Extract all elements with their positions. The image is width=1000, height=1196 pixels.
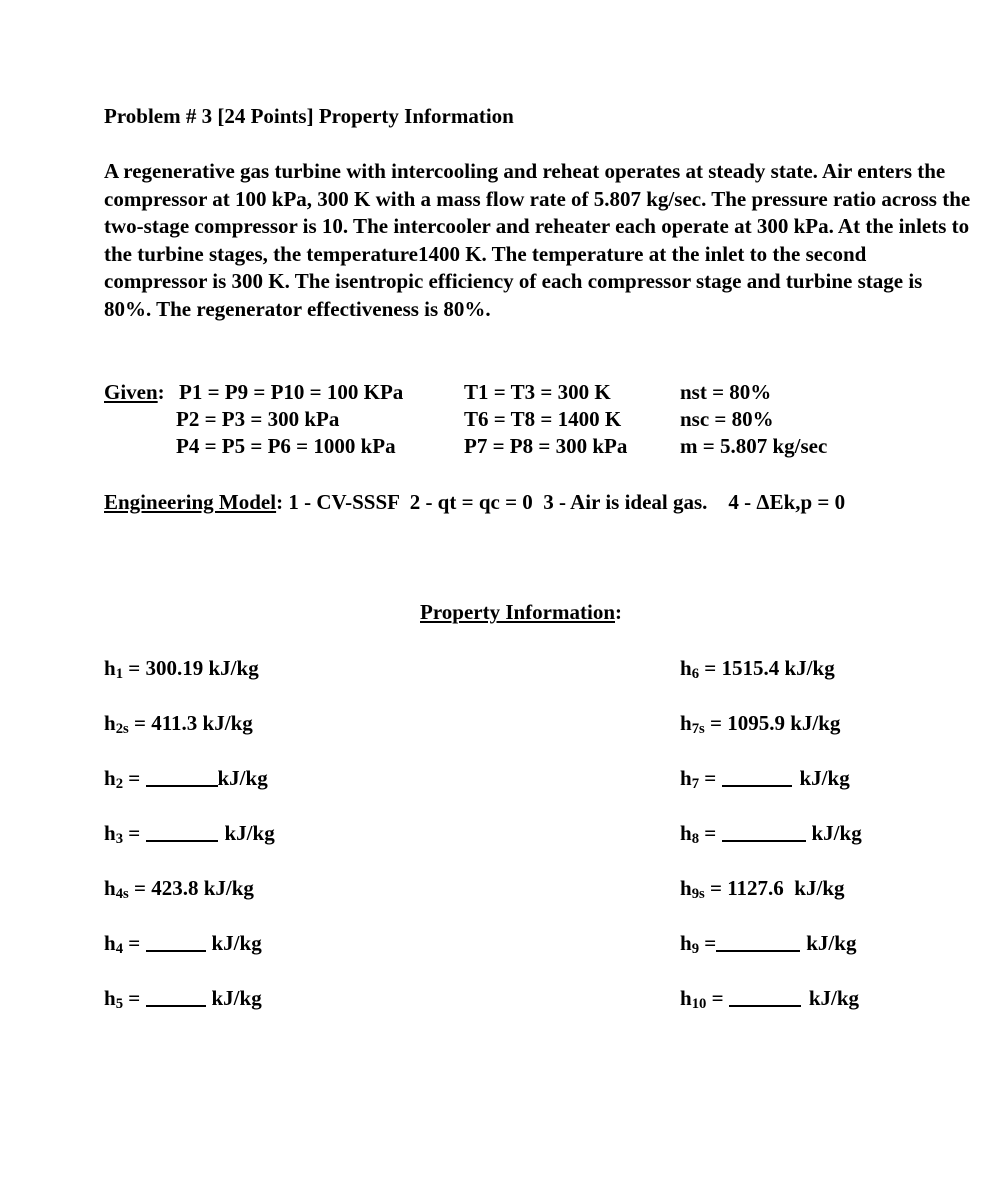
enthalpy-value: 411.3 kJ/kg (151, 711, 253, 735)
enthalpy-subscript: 9 (691, 940, 700, 957)
enthalpy-subscript: 9s (691, 885, 705, 902)
enthalpy-subscript: 8 (691, 830, 700, 847)
property-heading-line (420, 600, 622, 625)
answer-blank[interactable] (729, 987, 801, 1007)
answer-blank[interactable] (146, 822, 218, 842)
enthalpy-symbol: h (104, 821, 116, 845)
left-prop-h1 (104, 656, 259, 683)
enthalpy-value: 1127.6 kJ/kg (727, 876, 845, 900)
engineering-model-label: Engineering Model (104, 490, 277, 514)
left-prop-h5 (104, 986, 262, 1013)
enthalpy-symbol: h (104, 711, 116, 735)
enthalpy-value: 300.19 kJ/kg (145, 656, 259, 680)
right-prop-h9 (680, 931, 856, 958)
enthalpy-symbol: h (104, 656, 116, 680)
left-prop-h2s (104, 711, 253, 738)
property-heading-colon: : (615, 600, 622, 624)
given-label-line (104, 380, 165, 405)
right-prop-h7s (680, 711, 840, 738)
enthalpy-subscript: 6 (691, 665, 700, 682)
enthalpy-value: 423.8 kJ/kg (151, 876, 254, 900)
equals-sign: = (123, 766, 146, 790)
equals-sign: = (699, 931, 717, 955)
given-nst: nst = 80% (680, 380, 772, 404)
enthalpy-symbol: h (680, 876, 692, 900)
enthalpy-symbol: h (680, 821, 692, 845)
left-prop-h4 (104, 931, 262, 958)
equals-sign: = (704, 876, 728, 900)
left-prop-h2 (104, 766, 268, 793)
equals-sign: = (699, 656, 722, 680)
answer-blank[interactable] (716, 932, 800, 952)
enthalpy-value: 1515.4 kJ/kg (721, 656, 835, 680)
equals-sign: = (699, 766, 722, 790)
engineering-model-colon: : (276, 490, 284, 514)
equals-sign: = (123, 931, 146, 955)
enthalpy-symbol: h (104, 876, 116, 900)
enthalpy-unit: kJ/kg (799, 766, 850, 790)
left-prop-h3 (104, 821, 275, 848)
equals-sign: = (128, 711, 152, 735)
enthalpy-symbol: h (680, 766, 692, 790)
equals-sign: = (128, 876, 152, 900)
equals-sign: = (123, 821, 146, 845)
enthalpy-subscript: 2 (115, 775, 124, 792)
given-m: m = 5.807 kg/sec (680, 434, 828, 458)
answer-blank[interactable] (146, 987, 206, 1007)
given-t1: T1 = T3 = 300 K (464, 380, 611, 404)
enthalpy-unit: kJ/kg (211, 931, 262, 955)
enthalpy-symbol: h (104, 986, 116, 1010)
enthalpy-value: 1095.9 kJ/kg (727, 711, 841, 735)
enthalpy-subscript: 4 (115, 940, 124, 957)
enthalpy-symbol: h (680, 986, 692, 1010)
enthalpy-subscript: 1 (115, 665, 124, 682)
equals-sign: = (699, 821, 722, 845)
right-prop-h6 (680, 656, 835, 683)
right-prop-h10 (680, 986, 859, 1013)
enthalpy-unit: kJ/kg (217, 766, 268, 790)
given-p2: P2 = P3 = 300 kPa (176, 407, 340, 431)
answer-blank[interactable] (722, 767, 792, 787)
enthalpy-unit: kJ/kg (224, 821, 275, 845)
given-colon: : (157, 380, 165, 404)
engineering-model-text: 1 - CV-SSSF 2 - qt = qc = 0 3 - Air is ideal gas. 4 - ΔEk,p = 0 (288, 490, 846, 514)
enthalpy-symbol: h (680, 931, 692, 955)
enthalpy-subscript: 10 (691, 995, 707, 1012)
given-label: Given (104, 380, 158, 404)
equals-sign: = (123, 986, 146, 1010)
given-t6: T6 = T8 = 1400 K (464, 407, 622, 431)
property-heading: Property Information (420, 600, 615, 624)
right-prop-h9s (680, 876, 845, 903)
enthalpy-subscript: 3 (115, 830, 124, 847)
enthalpy-unit: kJ/kg (806, 931, 857, 955)
enthalpy-subscript: 2s (115, 720, 129, 737)
problem-statement: A regenerative gas turbine with intercooling and reheat operates at steady state. Air enters the compressor at 100 kPa, 300 K with a mass flow rate of 5.807 kg/sec. The pressure ratio across the two-stage compressor is 10. The intercooler and reheater each operate at 300 kPa. At the inlets to the turbine stages, the temperature1400 K. The temperature at the inlet to the second compressor is 300 K. The isentropic efficiency of each compressor stage and turbine stage is 80%. The regenerator effectiveness is 80%. (104, 159, 971, 321)
enthalpy-unit: kJ/kg (811, 821, 862, 845)
equals-sign: = (123, 656, 146, 680)
enthalpy-subscript: 7 (691, 775, 700, 792)
enthalpy-unit: kJ/kg (808, 986, 860, 1010)
equals-sign: = (704, 711, 728, 735)
problem-title: Problem # 3 [24 Points] Property Information (104, 104, 514, 128)
engineering-model-line (104, 490, 845, 515)
right-prop-h7 (680, 766, 850, 793)
answer-blank[interactable] (146, 932, 206, 952)
given-p4: P4 = P5 = P6 = 1000 kPa (176, 434, 396, 458)
answer-blank[interactable] (722, 822, 806, 842)
given-p1: P1 = P9 = P10 = 100 KPa (179, 380, 404, 404)
enthalpy-symbol: h (104, 766, 116, 790)
given-nsc: nsc = 80% (680, 407, 774, 431)
enthalpy-symbol: h (680, 711, 692, 735)
right-prop-h8 (680, 821, 862, 848)
enthalpy-symbol: h (680, 656, 692, 680)
enthalpy-subscript: 7s (691, 720, 705, 737)
enthalpy-symbol: h (104, 931, 116, 955)
enthalpy-subscript: 4s (115, 885, 129, 902)
enthalpy-subscript: 5 (115, 995, 124, 1012)
given-p7: P7 = P8 = 300 kPa (464, 434, 628, 458)
equals-sign: = (706, 986, 729, 1010)
left-prop-h4s (104, 876, 254, 903)
enthalpy-unit: kJ/kg (211, 986, 262, 1010)
answer-blank[interactable] (146, 767, 218, 787)
